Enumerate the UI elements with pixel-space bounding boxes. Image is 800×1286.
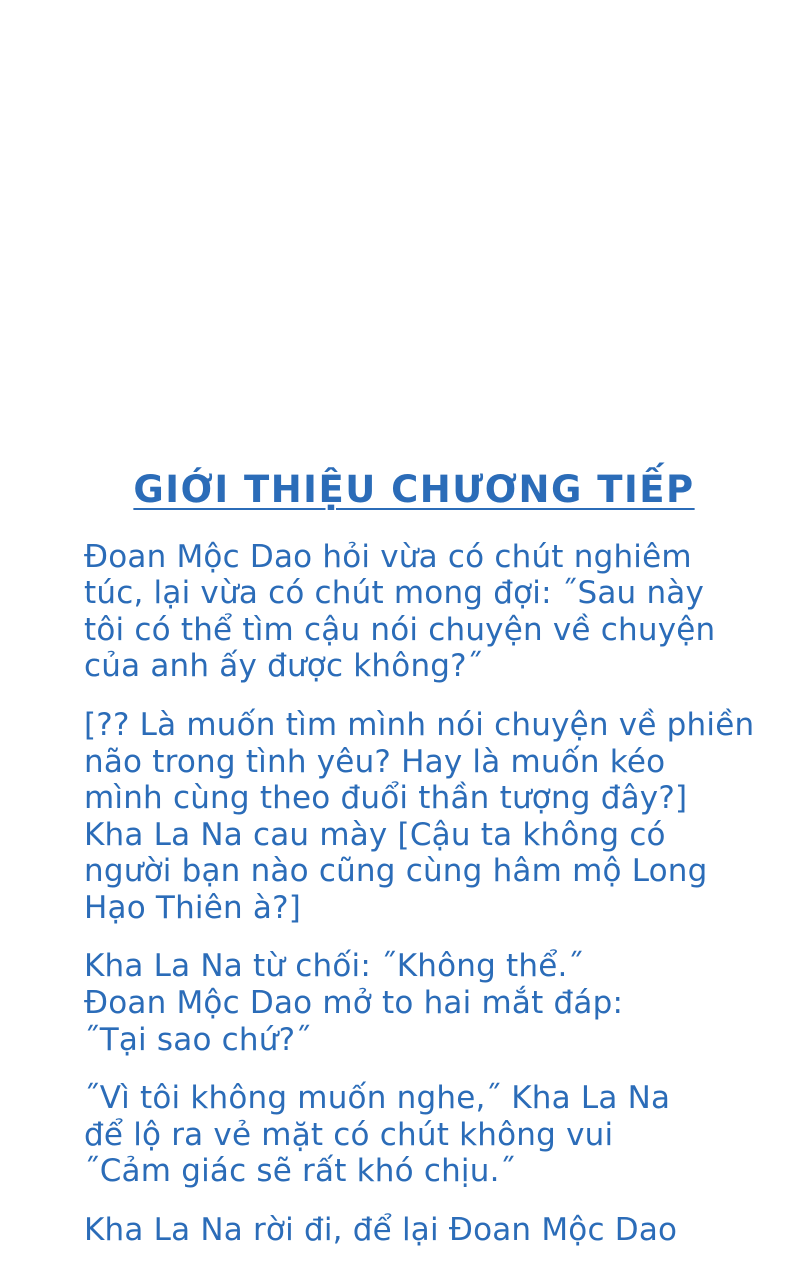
text-line: của anh ấy được không?˝	[84, 648, 483, 685]
text-line: Kha La Na cau mày [Cậu ta không có	[84, 816, 666, 853]
paragraph-5	[84, 1212, 744, 1249]
text-line: ˝Vì tôi không muốn nghe,˝ Kha La Na	[84, 1080, 671, 1117]
paragraph-1	[84, 539, 744, 685]
text-line: Kha La Na rời đi, để lại Đoan Mộc Dao	[84, 1211, 678, 1248]
text-line: não trong tình yêu? Hay là muốn kéo	[84, 743, 666, 780]
page-content	[84, 468, 755, 1249]
text-line: [?? Là muốn tìm mình nói chuyện về phiền	[84, 707, 755, 743]
text-line: Kha La Na từ chối: ˝Không thể.˝	[84, 948, 584, 985]
text-line: Đoan Mộc Dao mở to hai mắt đáp:	[84, 985, 624, 1022]
text-line: Hạo Thiên à?]	[84, 889, 302, 926]
text-line: Đoan Mộc Dao hỏi vừa có chút nghiêm	[84, 538, 692, 575]
paragraph-3	[84, 948, 744, 1058]
paragraph-2	[84, 707, 755, 926]
text-line: ˝Tại sao chứ?˝	[84, 1021, 311, 1058]
text-line: túc, lại vừa có chút mong đợi: ˝Sau này	[84, 575, 705, 612]
text-line: người bạn nào cũng cùng hâm mộ Long	[84, 853, 708, 890]
text-line: mình cùng theo đuổi thần tượng đây?]	[84, 780, 688, 817]
paragraph-4	[84, 1080, 744, 1190]
text-line: tôi có thể tìm cậu nói chuyện về chuyện	[84, 611, 716, 648]
chapter-heading: GIỚI THIỆU CHƯƠNG TIẾP	[133, 468, 695, 511]
text-line: ˝Cảm giác sẽ rất khó chịu.˝	[84, 1153, 516, 1190]
text-line: để lộ ra vẻ mặt có chút không vui	[84, 1116, 614, 1153]
